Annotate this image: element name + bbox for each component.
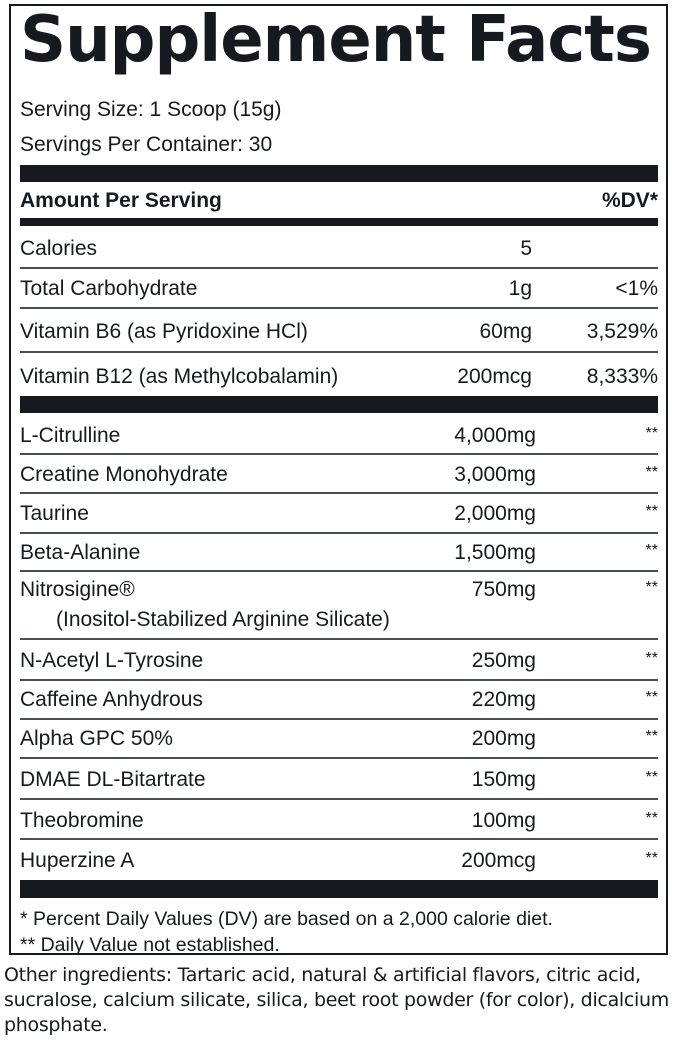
ingredient-amount: 200mg (471, 727, 536, 750)
ingredient-name: Huperzine A (20, 849, 135, 872)
dv-column-label: %DV* (601, 189, 658, 212)
row-divider (20, 679, 658, 681)
ingredient-amount: 150mg (471, 768, 536, 791)
ingredient-name: Alpha GPC 50% (20, 727, 173, 750)
ingredient-name: L-Citrulline (20, 424, 121, 447)
row-divider (20, 532, 658, 534)
ingredient-name: DMAE DL-Bitartrate (20, 768, 206, 791)
row-divider (20, 453, 658, 455)
ingredient-amount: 2,000mg (454, 502, 536, 525)
nutrient-dv: <1% (615, 277, 658, 300)
ingredient-dv: ** (645, 650, 658, 667)
amount-per-serving-label: Amount Per Serving (20, 189, 222, 212)
servings-per-container: Servings Per Container: 30 (20, 133, 273, 156)
ingredient-amount: 250mg (471, 649, 536, 672)
ingredient-name: Nitrosigine® (20, 578, 135, 601)
nutrient-dv: 8,333% (586, 365, 658, 388)
row-divider (20, 798, 658, 800)
ingredient-dv: ** (645, 542, 658, 559)
row-divider (20, 757, 658, 759)
ingredient-dv: ** (645, 850, 658, 867)
row-divider (20, 351, 658, 353)
panel-title: Supplement Facts (20, 3, 651, 77)
thick-divider-bottom (20, 880, 658, 898)
ingredient-name: Taurine (20, 502, 89, 525)
supplement-facts-panel (9, 4, 668, 955)
ingredient-amount: 3,000mg (454, 463, 536, 486)
ingredient-subtitle: (Inositol-Stabilized Arginine Silicate) (56, 608, 390, 631)
other-ingredients: Other ingredients: Tartaric acid, natural & artificial flavors, citric acid, sucralose, calcium silicate, silica, beet root powder (for color), dicalcium phosphate. (4, 964, 669, 1036)
row-divider (20, 718, 658, 720)
nutrient-amount: 60mg (479, 320, 532, 343)
thick-divider-middle (20, 396, 658, 413)
serving-size: Serving Size: 1 Scoop (15g) (20, 98, 282, 121)
ingredient-name: N-Acetyl L-Tyrosine (20, 649, 204, 672)
header-divider (20, 218, 658, 226)
row-divider (20, 570, 658, 572)
ingredient-dv: ** (645, 503, 658, 520)
thick-divider-top (20, 165, 658, 182)
nutrient-amount: 1g (508, 277, 532, 300)
ingredient-dv: ** (645, 689, 658, 706)
ingredient-amount: 4,000mg (454, 424, 536, 447)
ingredient-name: Caffeine Anhydrous (20, 688, 203, 711)
ingredient-dv: ** (645, 728, 658, 745)
row-divider (20, 638, 658, 640)
nutrient-amount: 5 (520, 237, 532, 260)
row-divider (20, 838, 658, 840)
ingredient-name: Beta-Alanine (20, 541, 141, 564)
ingredient-dv: ** (645, 810, 658, 827)
nutrient-amount: 200mcg (457, 365, 532, 388)
nutrient-name: Total Carbohydrate (20, 277, 198, 300)
ingredient-amount: 200mcg (461, 849, 536, 872)
nutrient-name: Calories (20, 237, 98, 260)
nutrient-dv: 3,529% (586, 320, 658, 343)
dv-not-established-footnote: ** Daily Value not established. (20, 934, 280, 956)
ingredient-dv: ** (645, 579, 658, 596)
nutrient-name: Vitamin B6 (as Pyridoxine HCl) (20, 320, 308, 343)
ingredient-amount: 100mg (471, 809, 536, 832)
ingredient-name: Theobromine (20, 809, 144, 832)
dv-footnote: * Percent Daily Values (DV) are based on a 2,000 calorie diet. (20, 908, 553, 930)
row-divider (20, 492, 658, 494)
ingredient-name: Creatine Monohydrate (20, 463, 228, 486)
ingredient-amount: 750mg (471, 578, 536, 601)
amount-per-serving-header (20, 189, 658, 213)
ingredient-amount: 1,500mg (454, 541, 536, 564)
ingredient-dv: ** (645, 425, 658, 442)
row-divider (20, 267, 658, 269)
nutrient-name: Vitamin B12 (as Methylcobalamin) (20, 365, 339, 388)
ingredient-dv: ** (645, 769, 658, 786)
ingredient-amount: 220mg (471, 688, 536, 711)
row-divider (20, 307, 658, 309)
ingredient-dv: ** (645, 464, 658, 481)
